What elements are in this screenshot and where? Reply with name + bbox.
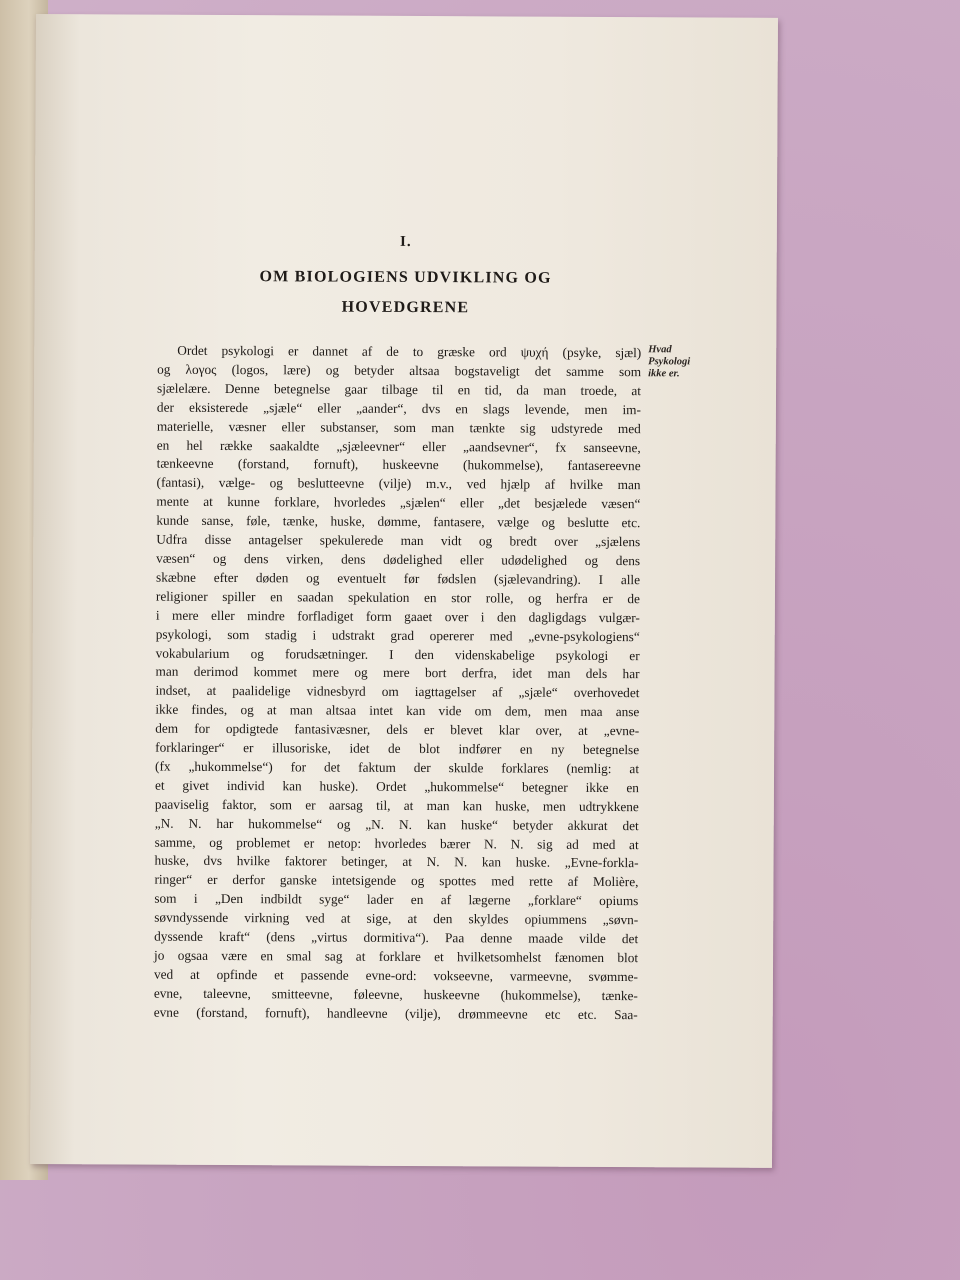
text-line: materielle, væsner eller substanser, som man tænkte sig udstyrede med xyxy=(156,418,641,436)
text-line: (fx „hukommelse“) for det faktum der skulde forklares (nemlig: at xyxy=(155,758,640,777)
text-line: psykologi, som stadig i udstrakt grad opererer med „evne-psykologiens“ xyxy=(155,626,640,644)
text-line: i mere eller mindre forfladiget form gaaet over i den dagligdags vulgær- xyxy=(155,607,640,625)
margin-note-line: ikke er. xyxy=(648,368,680,380)
text-line: væsen“ og dens virken, dens dødelighed eller udødelighed og dens xyxy=(156,550,641,569)
text-line: vokabularium og forudsætninger. I den videnskabelige psykologi er xyxy=(155,645,640,663)
text-line: forklaringer“ er illusoriske, idet de blot indfører en ny betegnelse xyxy=(155,739,640,758)
text-line: religioner spiller en saadan spekulation en stor rolle, og herfra er de xyxy=(155,588,640,606)
text-line: (fantasi), vælge- og beslutteevne (vilje) m.v., ved hjælp af hvilke man xyxy=(156,474,641,493)
text-line: samme, og problemet er netop: hvorledes bærer N. N. sig ad med at xyxy=(154,834,639,852)
text-line: huske, dvs hvilke faktorer betinger, at N. N. kan huske. „Evne-forkla- xyxy=(154,853,639,871)
margin-note-line: Psykologi xyxy=(648,356,691,368)
margin-note xyxy=(648,344,728,380)
text-line: kunde sanse, føle, tænke, huske, dømme, fantasere, vælge og beslutte etc. xyxy=(156,512,641,531)
text-line: „N. N. har hukommelse“ og „N. N. kan huske“ betyder akkurat det xyxy=(154,815,639,833)
text-line: ved at opfinde et passende evne-ord: vokseevne, varmeevne, svømme- xyxy=(153,966,639,985)
text-line: indset, at paalidelige vidnesbyrd om iagttagelser af „sjæle“ overhovedet xyxy=(155,682,640,701)
text-line: som i „Den indbildt syge“ lader en af lægerne „forklare“ opiums xyxy=(154,890,639,909)
text-line: Udfra disse antagelser spekulerede man vidt og bredt over „sjælens xyxy=(156,531,641,550)
book-page xyxy=(30,14,778,1168)
text-line: evne, taleevne, smitteevne, føleevne, huskeevne (hukommelse), tænke- xyxy=(153,985,638,1003)
text-line: skæbne efter døden og eventuelt før fødslen (sjælevandring). I alle xyxy=(156,569,641,588)
text-line: ikke findes, og at man altsaa intet kan vide om dem, men maa anse xyxy=(155,701,640,720)
text-line: Ordet psykologi er dannet af de to græske ord ψυχή (psyke, sjæl) xyxy=(177,342,642,361)
text-line: evne (forstand, fornuft), handleevne (vilje), drømmeevne etc etc. Saa- xyxy=(153,1004,638,1022)
chapter-title xyxy=(34,261,776,325)
text-line: mente at kunne forklare, hvorledes „sjælen“ eller „det besjælede væsen“ xyxy=(156,493,641,512)
text-line: sjælelære. Denne betegnelse gaar tilbage til en tid, da man troede, at xyxy=(157,380,642,398)
text-line: ringer“ er derfor ganske intetsigende og spottes med rette af Molière, xyxy=(154,872,639,890)
text-line: man derimod kommet mere og mere bort derfra, idet man dels har xyxy=(155,664,640,682)
chapter-title-line: OM BIOLOGIENS UDVIKLING OG xyxy=(259,268,552,287)
text-line: paaviselig faktor, som er aarsag til, at man kan huske, men udtrykkene xyxy=(154,796,639,814)
text-line: dem for opdigtede fantasivæsner, dels er blevet klar over, at „evne- xyxy=(155,720,640,739)
chapter-number: I. xyxy=(399,233,412,250)
text-line: og λογος (logos, lære) og betyder altsaa bogstaveligt det samme som xyxy=(157,361,642,380)
body-paragraph xyxy=(154,342,642,1025)
text-line: søvndyssende virkning ved at sige, at den skyldes opiummens „søvn- xyxy=(154,909,639,928)
text-line: en hel række saakaldte „sjæleevner“ eller „aandsevner“, fx sanseevne, xyxy=(156,437,641,455)
text-line: jo ogsaa være en smal sag at forklare et hvilketsomhelst fænomen blot xyxy=(154,947,639,966)
margin-note-line: Hvad xyxy=(648,344,672,356)
chapter-title-line: HOVEDGRENE xyxy=(341,298,470,317)
text-line: dyssende kraft“ (dens „virtus dormitiva“). Paa denne maade vilde det xyxy=(154,928,639,947)
text-line: et givet individ kan huske). Ordet „hukommelse“ betegner ikke en xyxy=(154,777,639,796)
text-line: tænkeevne (forstand, fornuft), huskeevne (hukommelse), fantasereevne xyxy=(156,456,641,474)
text-line: der eksisterede „sjæle“ eller „aander“, dvs en slags levende, men im- xyxy=(156,399,641,417)
